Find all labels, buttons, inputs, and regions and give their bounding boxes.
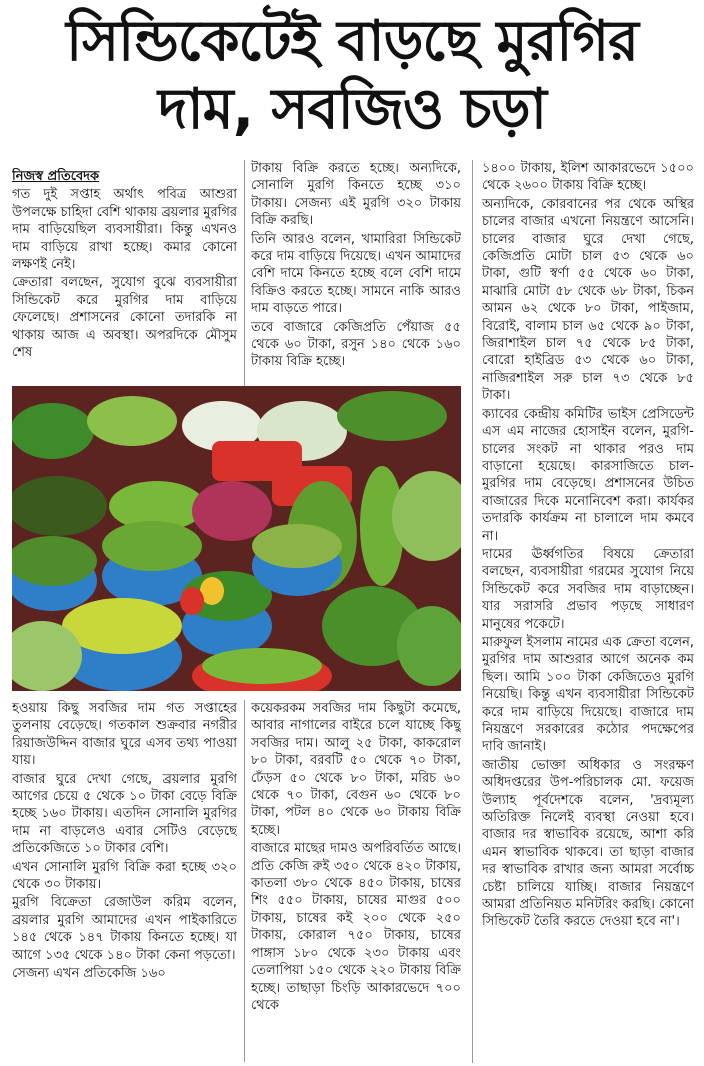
paragraph: টাকায় বিক্রি করতে হচ্ছে। অন্যদিকে, সোনালি মুরগি কিনতে হচ্ছে ৩১০ টাকায়। সেজন্য এই মুরগি ৩২০ টাকায় বিক্রি করছি। [251,161,461,229]
column-divider [472,160,473,1063]
column-4 [12,700,237,1062]
paragraph: গত দুই সপ্তাহ অর্থাৎ পবিত্র আশুরা উপলক্ষে চাহিদা বেশি থাকায় ব্রয়লার মুরগির দাম বাড়িয়েছিল ব্যবসায়ীরা। কিন্তু এখনও দাম বাড়িয়ে রাখা হচ্ছে। কমার কোনো লক্ষণই নেই। [12,187,237,273]
paragraph: অন্যদিকে, কোরবানের পর থেকে অস্থির চালের বাজার এখনো নিয়ন্ত্রণে আসেনি। চালের বাজার ঘুরে দেখা গেছে, কেজিপ্রতি মোটা চাল ৫৩ থেকে ৬০ টাকা, গুটি স্বর্ণা ৫৫ থেকে ৬০ টাকা, মাঝারি মোটা ৫৮ থেকে ৬৮ টাকা, চিকন আমন ৬২ থেকে ৮০ টাকা, পাইজাম, বিরোই, বালাম চাল ৬৫ থেকে ৯০ টাকা, জিরাশাইল চাল ৭৫ থেকে ৮৫ টাকা, বোরো হাইব্রিড ৫৩ থেকে ৬০ টাকা, নাজিরশাইল সরু চাল ৭৩ থেকে ৮৫ টাকা। [482,196,694,404]
paragraph: বাজারে মাছের দামও অপরিবর্তিত আছে। প্রতি কেজি রুই ৩৫০ থেকে ৪২০ টাকায়, কাতলা ৩৮০ থেকে ৪৫০ টাকায়, চাষের শিং ৫৫০ টাকায়, চাষের মাগুর ৫০০ টাকায়, চাষের কই ২০০ থেকে ২৫০ টাকায়, কোরাল ৭৫০ টাকায়, চাষের পাঙ্গাস ১৮০ থেকে ২৩০ টাকায় এবং তেলাপিয়া ১৫০ থেকে ২২০ টাকায় বিক্রি হচ্ছে। তাছাড়া চিংড়ি আকারভেদে ৭০০ থেকে [251,841,461,1013]
column-divider [244,160,245,386]
paragraph: তিনি আরও বলেন, খামারিরা সিন্ডিকেট করে দাম বাড়িয়ে দিয়েছে। এখন আমাদের বেশি দামে কিনতে হচ্ছে বলে বেশি দামে বিক্রিও করতে হচ্ছে। সামনে নাকি আরও দাম বাড়তে পারে। [251,231,461,317]
byline: নিজস্ব প্রতিবেদক [12,169,100,184]
headline [0,8,704,150]
paragraph: সেজন্য এখন প্রতিকেজি ১৬০ [12,966,166,982]
vegetable-market-illustration [12,386,461,691]
vegetable-market-photo [12,386,461,691]
paragraph: বাজার ঘুরে দেখা গেছে, ব্রয়লার মুরগি আগের চেয়ে ৫ থেকে ১০ টাকা বেড়ে বিক্রি হচ্ছে ১৬০ টাকায়। এতদিন সোনালি মুরগির দাম না বাড়লেও এবার সেটিও বেড়েছে প্রতিকেজিতে ১০ টাকার বেশি। [12,771,237,857]
paragraph: মারুফুল ইসলাম নামের এক ক্রেতা বলেন, মুরগির দাম আশুরার আগে অনেক কম ছিল। আমি ১০০ টাকা কেজিতেও মুরগি নিয়েছি। কিন্তু এখন ব্যবসায়ীরা সিন্ডিকেট করে দাম বাড়িয়ে দিয়েছে। বাজারে দাম নিয়ন্ত্রণে সরকারের কঠোর পদক্ষেপের দাবি জানাই। [482,634,694,755]
headline-line-1: সিন্ডিকেটেই বাড়ছে মুরগির [66,9,638,74]
column-5 [251,700,461,1062]
paragraph: তবে বাজারে কেজিপ্রতি পেঁয়াজ ৫৫ থেকে ৬০ টাকা, রসুন ১৪০ থেকে ১৬০ টাকায় বিক্রি হচ্ছে। [251,319,461,370]
headline-line-2: দাম, সবজিও চড়া [158,77,546,142]
paragraph: ক্যাবের কেন্দ্রীয় কমিটির ভাইস প্রেসিডেন্ট এস এম নাজের হোসাইন বলেন, মুরগি-চালের সংকট না থাকার পরও দাম বাড়ানো হয়েছে। কারসাজিতে চাল-মুরগির দাম বেড়েছে। প্রশাসনের উচিত বাজারের দিকে মনোনিবেশ করা। কার্যকর তদারকি কার্যক্রম না চালালে দাম কমবে না। [482,406,694,544]
column-divider [244,700,245,1062]
paragraph: এখন সোনালি মুরগি বিক্রি করা হচ্ছে ৩২০ থেকে ৩০ টাকায়। [12,859,237,893]
column-1 [12,168,237,386]
paragraph: হওয়ায় কিছু সবজির দাম গত সপ্তাহের তুলনায় বেড়েছে। গতকাল শুক্রবার নগরীর রিয়াজউদ্দিন বাজার ঘুরে এসব তথ্য পাওয়া যায়। [12,701,237,769]
paragraph: ১৪০০ টাকায়, ইলিশ আকারভেদে ১৫০০ থেকে ২৬০০ টাকায় বিক্রি হচ্ছে। [482,161,694,194]
paragraph: দামের ঊর্ধ্বগতির বিষয়ে ক্রেতারা বলছেন, ব্যবসায়ীরা গরমের সুযোগ নিয়ে সিন্ডিকেট করে সবজির দাম বাড়াচ্ছেন। যার সরাসরি প্রভাব পড়ছে সাধারণ মানুষের পকেটে। [482,546,694,632]
paragraph: জাতীয় ভোক্তা অধিকার ও সংরক্ষণ অধিদপ্তরের উপ-পরিচালক মো. ফয়েজ উল্যাহ পূর্বদেশকে বলেন, 'দ্রব্যমূল্য অতিরিক্ত নিলেই ব্যবস্থা নেওয়া হবে। বাজার দর স্বাভাবিক রয়েছে, আশা করি এমন স্বাভাবিক থাকবে। তা ছাড়া বাজার দর স্বাভাবিক রাখার জন্য আমরা সর্বোচ্চ চেষ্টা চালিয়ে যাচ্ছি। বাজার নিয়ন্ত্রণে আমরা প্রতিনিয়ত মনিটরিং করছি। কোনো সিন্ডিকেট তৈরি করতে দেওয়া হবে না'। [482,757,694,930]
column-2 [251,160,461,386]
column-3 [482,160,694,1063]
paragraph: ক্রেতারা বলছেন, সুযোগ বুঝে ব্যবসায়ীরা সিন্ডিকেট করে মুরগির দাম বাড়িয়ে ফেলেছে। প্রশাসনের কোনো তদারকি না থাকায় আজ এ অবস্থা। অপরদিকে মৌসুম শেষ [12,275,237,361]
paragraph: কয়েকরকম সবজির দাম কিছুটা কমেছে, আবার নাগালের বাইরে চলে যাচ্ছে কিছু সবজির দাম। আলু ২৫ টাকা, কাকরোল ৮০ টাকা, বরবটি ৫০ থেকে ৭০ টাকা, ঢেঁড়স ৫০ থেকে ৮০ টাকা, মরিচ ৬০ থেকে ৭০ টাকা, বেগুন ৬০ থেকে ৮০ টাকা, পটল ৪০ থেকে ৬০ টাকায় বিক্রি হচ্ছে। [251,701,461,838]
paragraph: মুরগি বিক্রেতা রেজাউল করিম বলেন, ব্রয়লার মুরগি আমাদের এখন পাইকারিতে ১৪৫ থেকে ১৪৭ টাকায় কিনতে হচ্ছে। যা আগে ১৩৫ থেকে ১৪০ টাকা কেনা পড়তো। [12,895,237,963]
